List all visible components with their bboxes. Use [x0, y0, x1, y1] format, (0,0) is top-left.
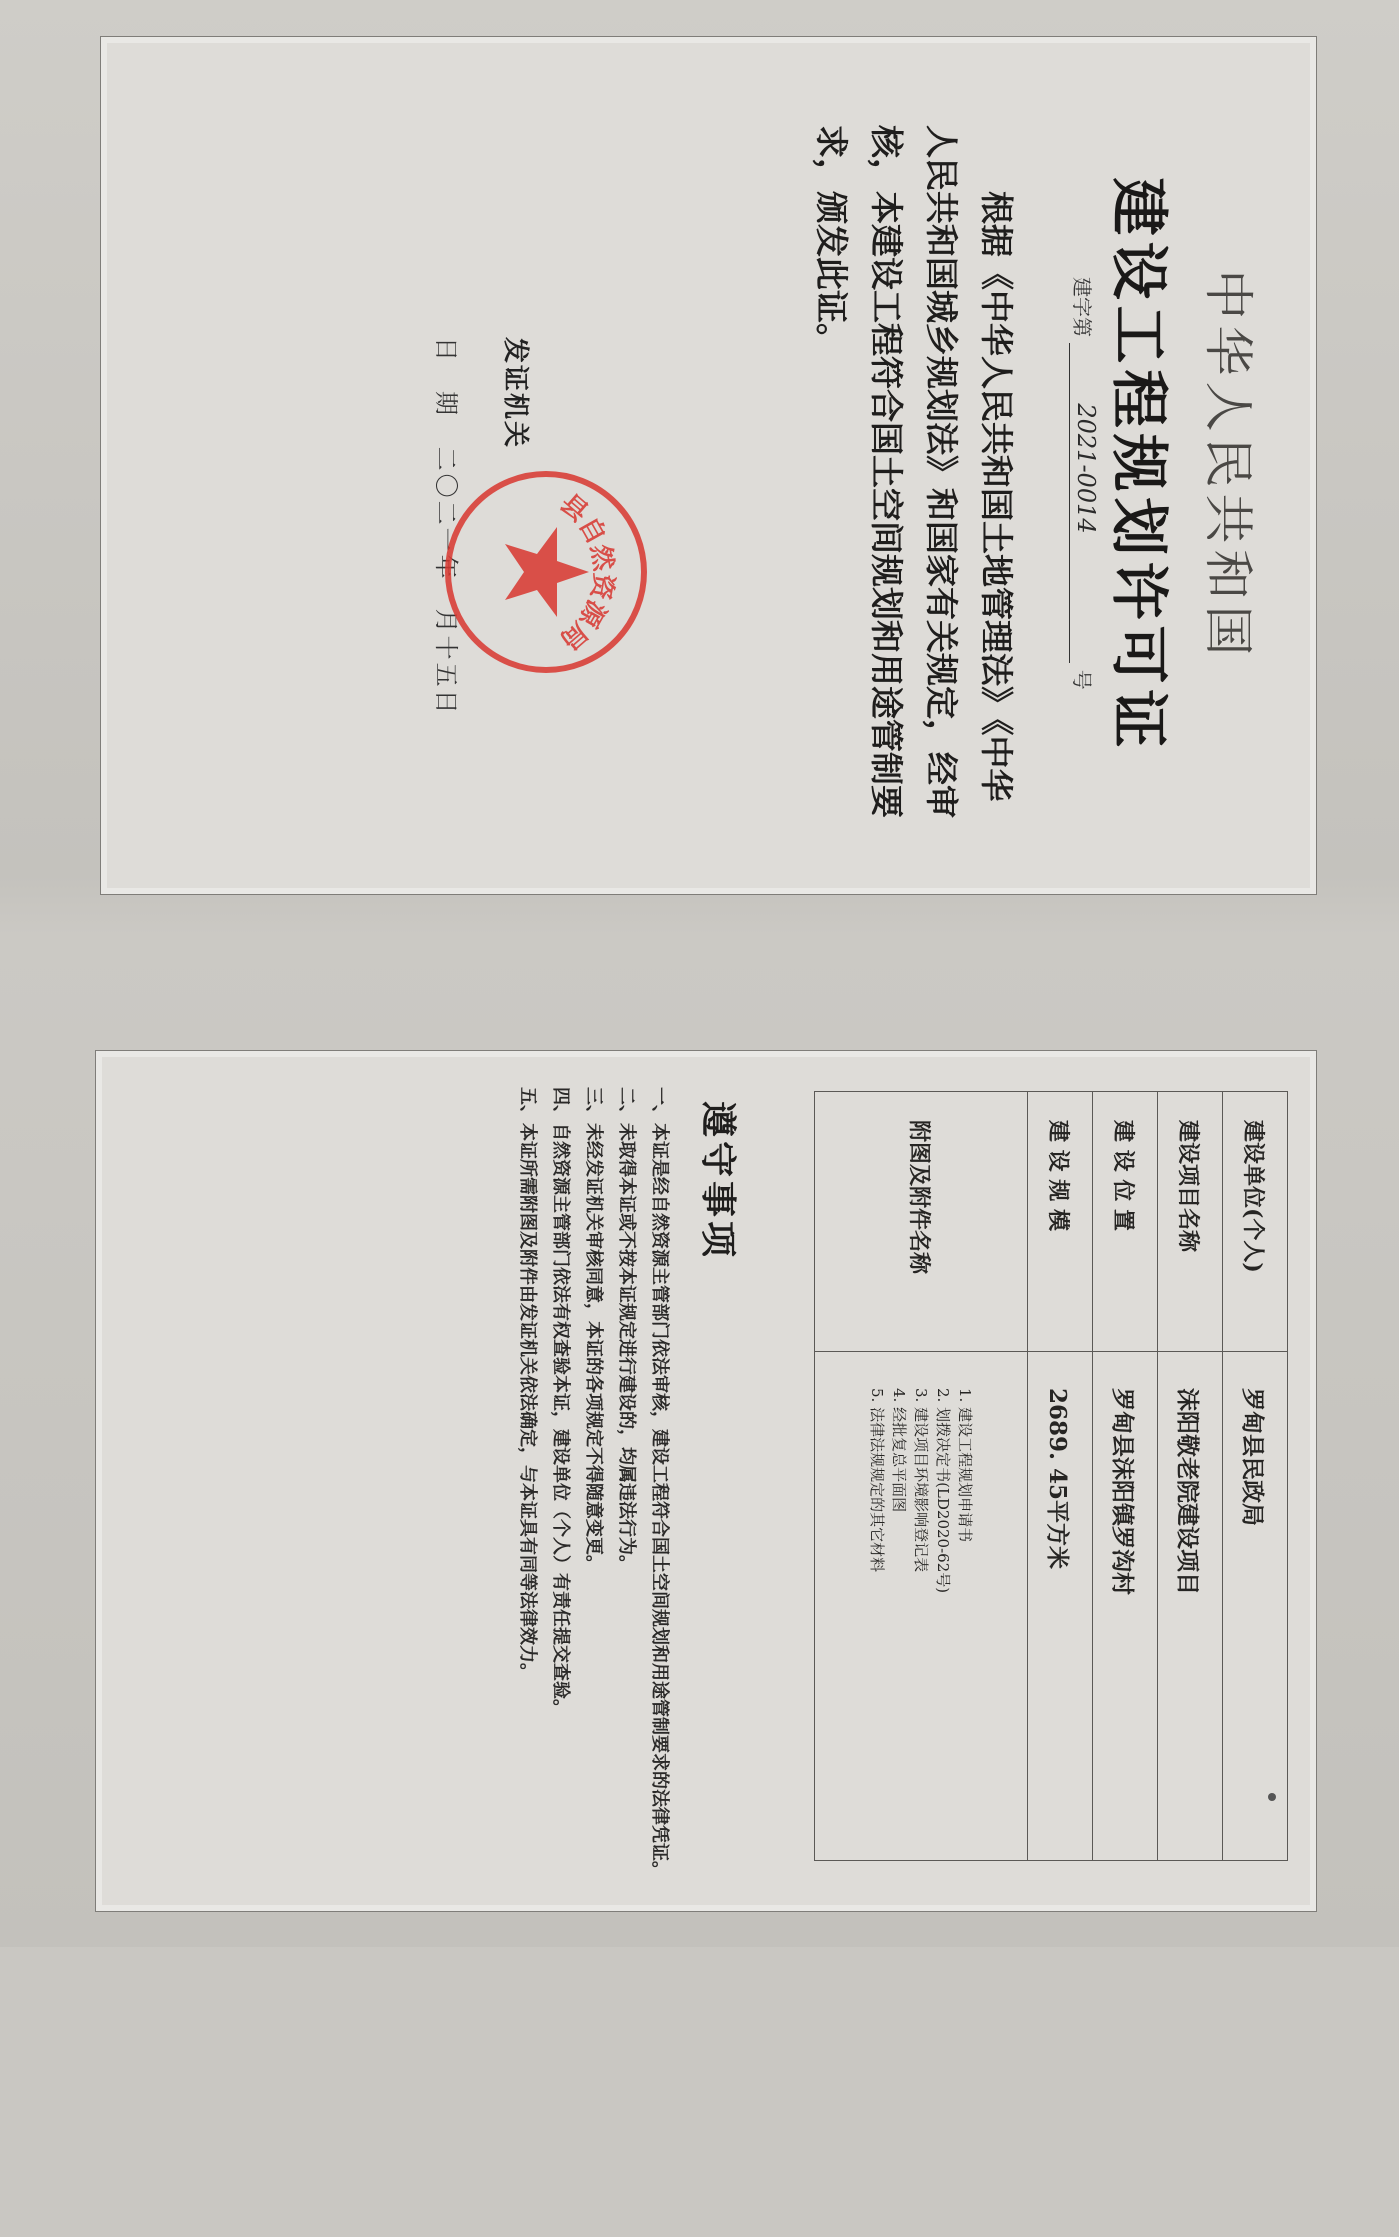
list-item: 五、本证所需附图及附件由发证机关依法确定，与本证具有同等法律效力。: [517, 1087, 538, 1681]
row-value: 沫阳敬老院建设项目: [1158, 1352, 1223, 1861]
project-info-table: [814, 1091, 1288, 1861]
table-row: [815, 1092, 1028, 1861]
row-value: 罗甸县民政局: [1223, 1352, 1288, 1861]
date-label: 日 期: [432, 337, 460, 418]
list-item: 5. 法律法规规定的其它材料: [868, 1388, 886, 1573]
attachments-cell: [815, 1352, 1028, 1861]
certificate-detail-page: [95, 1050, 1317, 1912]
certificate-front-content: [101, 37, 1316, 894]
list-item: 1. 建设工程规划申请书: [956, 1388, 974, 1543]
certificate-body-text: 根据《中华人民共和国土地管理法》《中华人民共和国城乡规划法》和国家有关规定，经审核，本建设工程符合国土空间规划和用途管制要求，颁发此证。: [812, 125, 1016, 818]
list-item: 一、本证是经自然资源主管部门依法审核，建设工程符合国土空间规划和用途管制要求的法律凭证。: [649, 1087, 670, 1879]
permit-number-underline: [1069, 343, 1100, 663]
row-label: 建 设 规 模: [1028, 1092, 1093, 1352]
row-label: 建设项目名称: [1158, 1092, 1223, 1352]
attachments-list: [866, 1388, 976, 1859]
permit-number-line: [1069, 277, 1098, 690]
row-label: 建设单位(个人): [1223, 1092, 1288, 1352]
list-item: 4. 经批复总平面图: [890, 1388, 908, 1513]
table-row: [1158, 1092, 1223, 1861]
list-item: 二、未取得本证或不按本证规定进行建设的，均属违法行为。: [616, 1087, 637, 1573]
notes-title: 遵守事项: [697, 1101, 739, 1262]
notes-list: [511, 1087, 676, 2237]
country-name: 中华人民共和国: [1199, 269, 1257, 662]
table-row: [1093, 1092, 1158, 1861]
table-row: [1028, 1092, 1093, 1861]
list-item: 3. 建设项目环境影响登记表: [912, 1388, 930, 1573]
list-item: 2. 划拨决定书(LD2020-62号): [934, 1388, 952, 1594]
row-value: 罗甸县沫阳镇罗沟村: [1093, 1352, 1158, 1861]
seal-text: 县自然资源局: [554, 488, 619, 656]
permit-number-suffix: 号: [1070, 669, 1094, 690]
certificate-front-page: [100, 36, 1317, 895]
table-row: [1223, 1092, 1288, 1861]
permit-number: 2021-0014: [1072, 403, 1100, 534]
row-label: 建 设 位 置: [1093, 1092, 1158, 1352]
certificate-detail-content: [96, 1051, 1316, 1911]
date-text: 二〇二一年 月十五日: [432, 446, 460, 717]
row-value: 2689. 45平方米: [1028, 1352, 1093, 1861]
list-item: 三、未经发证机关审核同意，本证的各项规定不得随意变更。: [583, 1087, 604, 1573]
permit-title: 建设工程规划许可证: [1105, 177, 1173, 754]
permit-number-prefix: 建字第: [1070, 277, 1094, 337]
official-seal-icon: [441, 467, 651, 677]
attachments-label: 附图及附件名称: [815, 1092, 1028, 1352]
list-item: 四、自然资源主管部门依法有权查验本证，建设单位（个人）有责任提交查验。: [550, 1087, 571, 1717]
page-mark-dot: [1268, 1793, 1276, 1801]
issuer-label: 发证机关: [500, 337, 530, 450]
